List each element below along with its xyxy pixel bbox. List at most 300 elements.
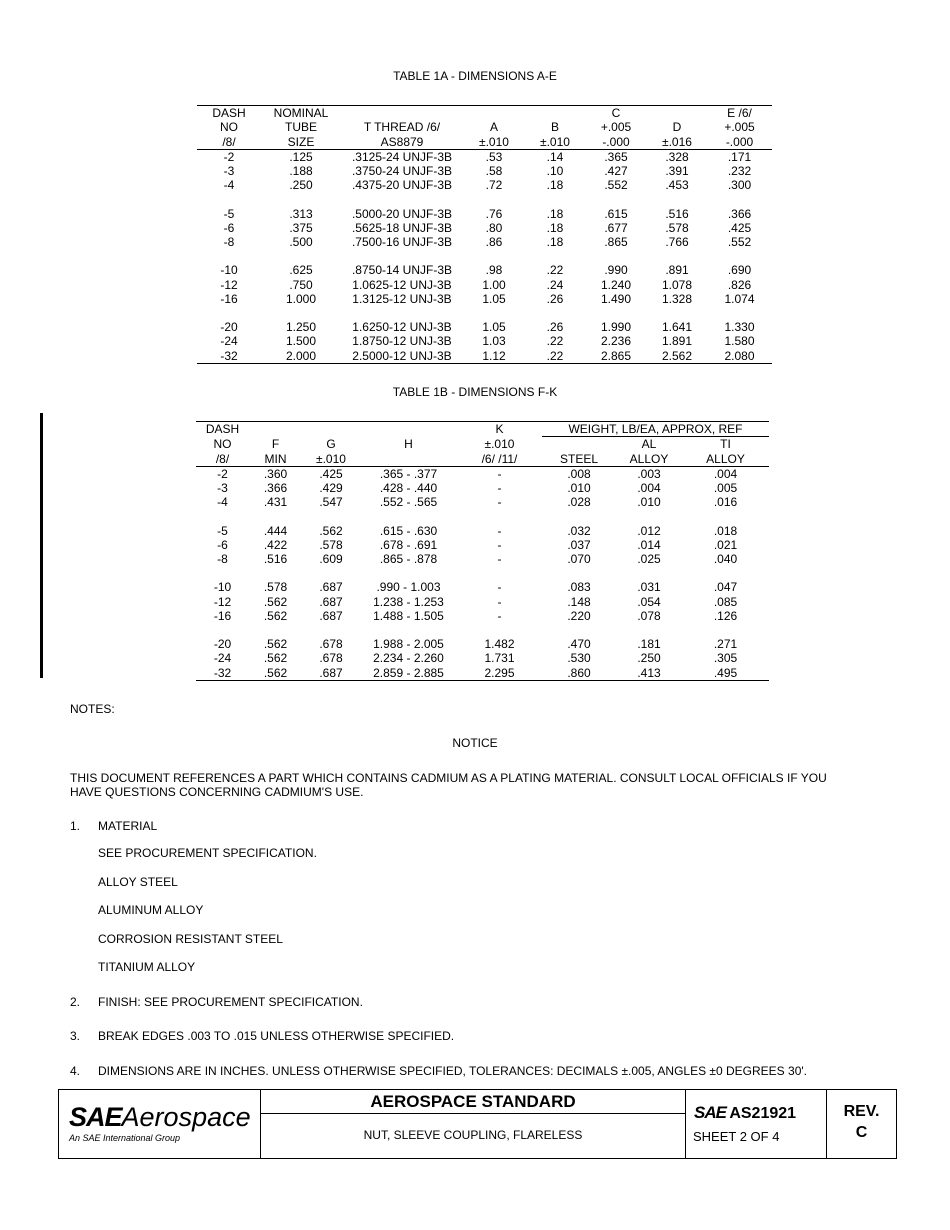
table-cell: .220 bbox=[567, 608, 591, 623]
logo-aerospace-text: Aerospace bbox=[121, 1102, 251, 1132]
table-cell: .687 bbox=[319, 580, 343, 595]
header-d-2: ±.016 bbox=[647, 135, 707, 150]
table-cell: .24 bbox=[546, 277, 564, 292]
table-cell: .562 bbox=[263, 594, 288, 609]
table-cell: .22 bbox=[546, 334, 564, 349]
group-spacer bbox=[197, 193, 772, 207]
table-row bbox=[197, 349, 772, 364]
header-tube-3: SIZE bbox=[261, 135, 341, 150]
table-cell: .328 bbox=[665, 149, 689, 164]
table-cell: .021 bbox=[713, 537, 738, 552]
table-cell: .18 bbox=[546, 178, 564, 193]
table-cell: .678 - .691 bbox=[379, 537, 438, 552]
doc-number-cell bbox=[686, 1090, 827, 1158]
table-cell: -32 bbox=[213, 665, 232, 680]
table-1b-body bbox=[196, 466, 769, 680]
table-row bbox=[196, 524, 769, 538]
header-f-2: MIN bbox=[249, 452, 302, 467]
table-cell: -12 bbox=[213, 594, 232, 609]
table-row bbox=[196, 637, 769, 651]
table-cell: .313 bbox=[289, 206, 313, 221]
table-cell: 1.3125-12 UNJ-3B bbox=[352, 291, 452, 306]
title-block bbox=[58, 1089, 897, 1159]
table-cell: 1.988 - 2.005 bbox=[373, 636, 444, 651]
sae-aerospace-logo bbox=[69, 1102, 251, 1133]
header-thread: T THREAD /6/ bbox=[363, 120, 441, 135]
header-e-2: +.005 bbox=[724, 120, 755, 135]
header-tube: NOMINAL bbox=[273, 106, 329, 120]
table-cell: .054 bbox=[637, 594, 661, 609]
table-cell: .031 bbox=[637, 580, 661, 595]
table-row bbox=[196, 609, 769, 623]
header-a: A bbox=[489, 120, 498, 135]
table-cell: .126 bbox=[713, 608, 738, 623]
table-cell: .516 bbox=[263, 552, 288, 567]
header-al-2: ALLOY bbox=[616, 452, 682, 467]
header-a-2: ±.010 bbox=[463, 135, 525, 150]
table-row bbox=[197, 178, 772, 192]
table-cell: .562 bbox=[263, 665, 288, 680]
part-title: NUT, SLEEVE COUPLING, FLARELESS bbox=[363, 1128, 583, 1142]
table-cell: .425 bbox=[319, 466, 343, 481]
table-cell: .016 bbox=[713, 495, 738, 510]
notice-title: NOTICE bbox=[452, 736, 498, 750]
table-cell: .615 - .630 bbox=[379, 523, 438, 538]
table-cell: 1.05 bbox=[482, 291, 506, 306]
group-spacer bbox=[196, 510, 769, 524]
notice-line-1: THIS DOCUMENT REFERENCES A PART WHICH CONTAINS CADMIUM AS A PLATING MATERIAL. CONSULT LOCAL OFFICIALS IF YOU bbox=[70, 771, 827, 785]
header-thread-2: AS8879 bbox=[341, 135, 463, 150]
table-row bbox=[196, 495, 769, 509]
table-cell: .615 bbox=[604, 206, 628, 221]
table-cell: 1.580 bbox=[724, 334, 755, 349]
notice-line-2: HAVE QUESTIONS CONCERNING CADMIUM'S USE. bbox=[70, 785, 364, 799]
table-cell: .22 bbox=[546, 263, 564, 278]
header-weight: WEIGHT, LB/EA, APPROX, REF bbox=[542, 422, 769, 437]
table-row bbox=[197, 235, 772, 249]
header-g: G bbox=[326, 437, 336, 452]
header-b: B bbox=[550, 120, 559, 135]
table-cell: -8 bbox=[217, 552, 228, 567]
table-cell: - bbox=[497, 537, 502, 552]
table-cell: .22 bbox=[546, 348, 564, 363]
table-row bbox=[197, 334, 772, 348]
table-cell: 2.295 bbox=[484, 665, 515, 680]
table-cell: .025 bbox=[637, 552, 661, 567]
table-row bbox=[196, 580, 769, 594]
table-row bbox=[197, 221, 772, 235]
table-cell: -32 bbox=[220, 348, 238, 363]
table-cell: .865 bbox=[604, 235, 628, 250]
table-cell: .86 bbox=[485, 235, 503, 250]
table-cell: -16 bbox=[213, 608, 232, 623]
table-row bbox=[196, 481, 769, 495]
note-1-sub-3: ALUMINUM ALLOY bbox=[98, 903, 204, 917]
note-1-sub-5: TITANIUM ALLOY bbox=[98, 960, 196, 974]
table-cell: -3 bbox=[217, 481, 228, 496]
note-2-number: 2. bbox=[70, 995, 81, 1009]
table-cell: .677 bbox=[604, 220, 628, 235]
note-4-text: DIMENSIONS ARE IN INCHES. UNLESS OTHERWISE SPECIFIED, TOLERANCES: DECIMALS ±.005, ANGLES ±0 DEGREES 30'. bbox=[98, 1064, 807, 1078]
group-spacer bbox=[196, 623, 769, 637]
table-cell: .429 bbox=[319, 481, 343, 496]
logo-subtitle: An SAE International Group bbox=[69, 1133, 181, 1143]
table-cell: .578 bbox=[263, 580, 288, 595]
table-cell: .250 bbox=[637, 651, 661, 666]
group-spacer bbox=[197, 306, 772, 320]
table-cell: .865 - .878 bbox=[379, 552, 438, 567]
table-1a-body bbox=[197, 149, 772, 363]
table-row bbox=[196, 466, 769, 481]
header-dash-3: /8/ bbox=[196, 452, 249, 467]
note-3-text: BREAK EDGES .003 TO .015 UNLESS OTHERWISE SPECIFIED. bbox=[98, 1029, 455, 1043]
table-cell: 1.328 bbox=[661, 291, 693, 306]
table-cell: .826 bbox=[727, 277, 752, 292]
table-cell: .004 bbox=[713, 466, 738, 481]
table-cell: .72 bbox=[485, 178, 503, 193]
table-cell: .360 bbox=[263, 466, 288, 481]
table-cell: .010 bbox=[637, 495, 661, 510]
table-row bbox=[196, 595, 769, 609]
standard-label: AEROSPACE STANDARD bbox=[261, 1090, 685, 1114]
table-cell: -5 bbox=[217, 523, 228, 538]
header-k-2: ±.010 bbox=[484, 437, 515, 452]
table-cell: .58 bbox=[485, 164, 503, 179]
table-cell: .609 bbox=[319, 552, 343, 567]
table-1b-title: TABLE 1B - DIMENSIONS F-K bbox=[392, 385, 558, 399]
table-cell: 2.562 bbox=[661, 348, 693, 363]
table-cell: -24 bbox=[220, 334, 238, 349]
table-cell: .76 bbox=[485, 206, 503, 221]
table-cell: .422 bbox=[263, 537, 288, 552]
table-cell: .750 bbox=[289, 277, 313, 292]
table-cell: .428 - .440 bbox=[379, 481, 438, 496]
table-cell: .5625-18 UNJF-3B bbox=[351, 220, 453, 235]
table-cell: .495 bbox=[713, 665, 738, 680]
table-cell: .7500-16 UNJF-3B bbox=[351, 235, 453, 250]
table-cell: .444 bbox=[263, 523, 288, 538]
table-row bbox=[197, 207, 772, 221]
table-cell: .516 bbox=[665, 206, 689, 221]
table-cell: .083 bbox=[567, 580, 591, 595]
table-cell: .552 - .565 bbox=[379, 495, 438, 510]
table-cell: .391 bbox=[665, 164, 689, 179]
table-cell: .012 bbox=[637, 523, 661, 538]
table-cell: -2 bbox=[223, 149, 235, 164]
table-cell: 1.990 bbox=[600, 319, 632, 334]
table-cell: .562 bbox=[263, 636, 288, 651]
table-cell: .014 bbox=[637, 537, 661, 552]
header-dash: DASH bbox=[196, 422, 249, 437]
table-cell: .53 bbox=[485, 149, 503, 164]
table-cell: .453 bbox=[665, 178, 689, 193]
table-cell: .80 bbox=[485, 220, 503, 235]
note-1-sub-4: CORROSION RESISTANT STEEL bbox=[98, 932, 283, 946]
logo-cell bbox=[59, 1090, 261, 1158]
table-cell: 1.000 bbox=[285, 291, 317, 306]
table-cell: -6 bbox=[217, 537, 228, 552]
table-cell: 1.731 bbox=[484, 651, 515, 666]
table-row bbox=[196, 552, 769, 566]
header-k: K bbox=[457, 422, 542, 437]
table-cell: .891 bbox=[665, 263, 689, 278]
table-cell: -20 bbox=[213, 636, 232, 651]
table-cell: .018 bbox=[713, 523, 738, 538]
header-f: F bbox=[271, 437, 280, 452]
table-cell: .125 bbox=[289, 149, 313, 164]
table-cell: 2.859 - 2.885 bbox=[373, 665, 444, 680]
table-cell: -16 bbox=[220, 291, 238, 306]
table-cell: .365 - .377 bbox=[379, 466, 438, 481]
table-cell: .625 bbox=[289, 263, 313, 278]
table-cell: .547 bbox=[319, 495, 343, 510]
table-cell: -20 bbox=[220, 319, 238, 334]
table-cell: 1.00 bbox=[482, 277, 506, 292]
table-row bbox=[197, 320, 772, 334]
header-c: C bbox=[611, 106, 621, 120]
table-cell: - bbox=[497, 580, 502, 595]
table-cell: .562 bbox=[263, 651, 288, 666]
table-cell: .10 bbox=[546, 164, 564, 179]
table-cell: - bbox=[497, 495, 502, 510]
table-row bbox=[197, 292, 772, 306]
table-cell: 1.891 bbox=[661, 334, 693, 349]
table-cell: 1.250 bbox=[285, 319, 317, 334]
table-cell: 2.5000-12 UNJ-3B bbox=[352, 348, 452, 363]
table-cell: 1.500 bbox=[285, 334, 317, 349]
table-cell: .687 bbox=[319, 594, 343, 609]
header-steel: STEEL bbox=[542, 452, 616, 467]
table-cell: .171 bbox=[727, 149, 752, 164]
header-ti-2: ALLOY bbox=[682, 452, 769, 467]
table-cell: .500 bbox=[289, 235, 313, 250]
table-cell: -6 bbox=[223, 220, 235, 235]
table-cell: .008 bbox=[567, 466, 591, 481]
table-cell: .678 bbox=[319, 636, 343, 651]
table-cell: .032 bbox=[567, 523, 591, 538]
table-cell: .552 bbox=[604, 178, 628, 193]
table-cell: .14 bbox=[546, 149, 564, 164]
table-cell: .562 bbox=[263, 608, 288, 623]
table-cell: .010 bbox=[567, 481, 591, 496]
table-cell: - bbox=[497, 608, 502, 623]
table-1b bbox=[196, 421, 769, 681]
table-cell: 1.078 bbox=[661, 277, 693, 292]
table-row bbox=[196, 651, 769, 665]
table-cell: .766 bbox=[665, 235, 689, 250]
table-cell: .250 bbox=[289, 178, 313, 193]
table-row bbox=[196, 538, 769, 552]
note-1-title: MATERIAL bbox=[98, 819, 158, 833]
table-cell: .271 bbox=[713, 636, 738, 651]
note-4-number: 4. bbox=[70, 1064, 81, 1078]
table-cell: -2 bbox=[217, 466, 228, 481]
table-cell: .990 - 1.003 bbox=[376, 580, 441, 595]
header-dash-3: /8/ bbox=[197, 135, 261, 150]
table-1a bbox=[197, 105, 772, 364]
table-cell: .8750-14 UNJF-3B bbox=[351, 263, 453, 278]
table-cell: 2.236 bbox=[600, 334, 632, 349]
group-spacer bbox=[196, 566, 769, 580]
note-3-number: 3. bbox=[70, 1029, 81, 1043]
table-cell: .18 bbox=[546, 206, 564, 221]
table-cell: -3 bbox=[223, 164, 235, 179]
notes-heading: NOTES: bbox=[70, 702, 115, 716]
table-row bbox=[197, 278, 772, 292]
table-cell: .037 bbox=[567, 537, 591, 552]
table-cell: .470 bbox=[567, 636, 591, 651]
table-cell: - bbox=[497, 481, 502, 496]
table-cell: .085 bbox=[713, 594, 738, 609]
table-cell: - bbox=[497, 466, 502, 481]
table-cell: .562 bbox=[319, 523, 343, 538]
revision-cell bbox=[827, 1090, 896, 1158]
table-cell: .070 bbox=[567, 552, 591, 567]
table-cell: .552 bbox=[727, 235, 752, 250]
table-cell: .004 bbox=[637, 481, 661, 496]
table-cell: 1.238 - 1.253 bbox=[373, 594, 444, 609]
table-cell: .3750-24 UNJF-3B bbox=[351, 164, 453, 179]
table-cell: .040 bbox=[713, 552, 738, 567]
table-cell: 2.234 - 2.260 bbox=[373, 651, 444, 666]
header-dash: DASH bbox=[212, 106, 246, 120]
table-cell: .578 bbox=[665, 220, 689, 235]
table-cell: .990 bbox=[604, 263, 628, 278]
table-cell: 1.0625-12 UNJ-3B bbox=[352, 277, 452, 292]
table-cell: .375 bbox=[289, 220, 313, 235]
table-cell: .028 bbox=[567, 495, 591, 510]
table-cell: .305 bbox=[713, 651, 738, 666]
table-1a-header bbox=[197, 106, 772, 150]
table-cell: -4 bbox=[223, 178, 235, 193]
table-1a-title: TABLE 1A - DIMENSIONS A-E bbox=[393, 69, 557, 83]
header-e: E /6/ bbox=[727, 106, 752, 120]
table-cell: .005 bbox=[713, 481, 738, 496]
table-cell: -10 bbox=[213, 580, 232, 595]
table-cell: .413 bbox=[637, 665, 661, 680]
table-cell: .690 bbox=[727, 263, 752, 278]
note-1-number: 1. bbox=[70, 819, 81, 833]
rev-label: REV. bbox=[843, 1103, 880, 1120]
table-cell: .678 bbox=[319, 651, 343, 666]
header-al: AL bbox=[641, 437, 657, 452]
header-b-2: ±.010 bbox=[525, 135, 585, 150]
table-cell: .578 bbox=[319, 537, 343, 552]
header-g-2: ±.010 bbox=[302, 452, 360, 467]
table-cell: 1.8750-12 UNJ-3B bbox=[352, 334, 452, 349]
header-ti: TI bbox=[720, 437, 731, 452]
table-cell: - bbox=[497, 594, 502, 609]
table-cell: .687 bbox=[319, 665, 343, 680]
table-cell: - bbox=[497, 523, 502, 538]
table-cell: .18 bbox=[546, 220, 564, 235]
table-cell: .3125-24 UNJF-3B bbox=[351, 149, 453, 164]
note-1-sub-1: SEE PROCUREMENT SPECIFICATION. bbox=[98, 846, 317, 860]
header-c-3: -.000 bbox=[585, 135, 647, 150]
table-cell: .148 bbox=[567, 594, 591, 609]
table-cell: -12 bbox=[220, 277, 238, 292]
table-cell: 1.12 bbox=[482, 348, 506, 363]
table-1b-header bbox=[196, 422, 769, 467]
table-cell: 2.000 bbox=[285, 348, 317, 363]
table-cell: .98 bbox=[485, 263, 503, 278]
table-cell: .18 bbox=[546, 235, 564, 250]
note-2-text: FINISH: SEE PROCUREMENT SPECIFICATION. bbox=[98, 995, 363, 1009]
table-cell: .188 bbox=[289, 164, 313, 179]
group-spacer bbox=[197, 249, 772, 263]
doc-number: AS21921 bbox=[729, 1105, 797, 1122]
table-cell: .047 bbox=[713, 580, 738, 595]
table-cell: - bbox=[497, 552, 502, 567]
table-cell: .427 bbox=[604, 164, 628, 179]
table-cell: 1.488 - 1.505 bbox=[373, 608, 444, 623]
table-cell: .232 bbox=[727, 164, 752, 179]
title-cell bbox=[261, 1090, 686, 1158]
table-cell: 1.6250-12 UNJ-3B bbox=[352, 319, 452, 334]
table-cell: .078 bbox=[637, 608, 661, 623]
revision-change-bar bbox=[40, 413, 43, 678]
table-row bbox=[196, 666, 769, 681]
table-cell: .366 bbox=[727, 206, 752, 221]
header-k-3: /6/ /11/ bbox=[457, 452, 542, 467]
table-cell: 1.641 bbox=[661, 319, 693, 334]
table-cell: -4 bbox=[217, 495, 228, 510]
note-1-sub-2: ALLOY STEEL bbox=[98, 875, 178, 889]
table-cell: .425 bbox=[727, 220, 752, 235]
table-cell: .431 bbox=[263, 495, 288, 510]
table-cell: .181 bbox=[637, 636, 661, 651]
table-row bbox=[197, 263, 772, 277]
header-tube-2: TUBE bbox=[284, 120, 317, 135]
table-cell: .860 bbox=[567, 665, 591, 680]
table-cell: .300 bbox=[727, 178, 752, 193]
table-cell: .003 bbox=[637, 466, 661, 481]
table-cell: 1.490 bbox=[600, 291, 632, 306]
logo-sae-text: SAE bbox=[69, 1102, 122, 1132]
table-cell: .26 bbox=[546, 291, 564, 306]
table-row bbox=[197, 149, 772, 164]
table-cell: 1.482 bbox=[484, 636, 515, 651]
table-cell: -5 bbox=[223, 206, 235, 221]
doc-number-line bbox=[694, 1103, 796, 1123]
sae-mark: SAE bbox=[694, 1103, 726, 1122]
header-dash-2: NO bbox=[213, 437, 232, 452]
table-cell: 1.330 bbox=[724, 319, 755, 334]
table-cell: 1.240 bbox=[600, 277, 632, 292]
table-cell: 2.865 bbox=[600, 348, 632, 363]
table-cell: .366 bbox=[263, 481, 288, 496]
table-cell: -10 bbox=[220, 263, 238, 278]
header-e-3: -.000 bbox=[707, 135, 772, 150]
rev-value: C bbox=[855, 1124, 868, 1141]
table-cell: -8 bbox=[223, 235, 235, 250]
header-c-2: +.005 bbox=[600, 120, 632, 135]
table-row bbox=[197, 164, 772, 178]
sheet-number: SHEET 2 OF 4 bbox=[693, 1129, 780, 1144]
table-cell: .365 bbox=[604, 149, 628, 164]
header-d: D bbox=[672, 120, 682, 135]
table-cell: .687 bbox=[319, 608, 343, 623]
table-cell: .530 bbox=[567, 651, 591, 666]
header-h: H bbox=[404, 437, 413, 452]
table-cell: .5000-20 UNJF-3B bbox=[351, 206, 453, 221]
table-cell: 2.080 bbox=[724, 348, 755, 363]
table-cell: .4375-20 UNJF-3B bbox=[351, 178, 453, 193]
table-cell: 1.03 bbox=[482, 334, 506, 349]
table-cell: -24 bbox=[213, 651, 232, 666]
table-cell: 1.074 bbox=[724, 291, 755, 306]
table-cell: .26 bbox=[546, 319, 564, 334]
